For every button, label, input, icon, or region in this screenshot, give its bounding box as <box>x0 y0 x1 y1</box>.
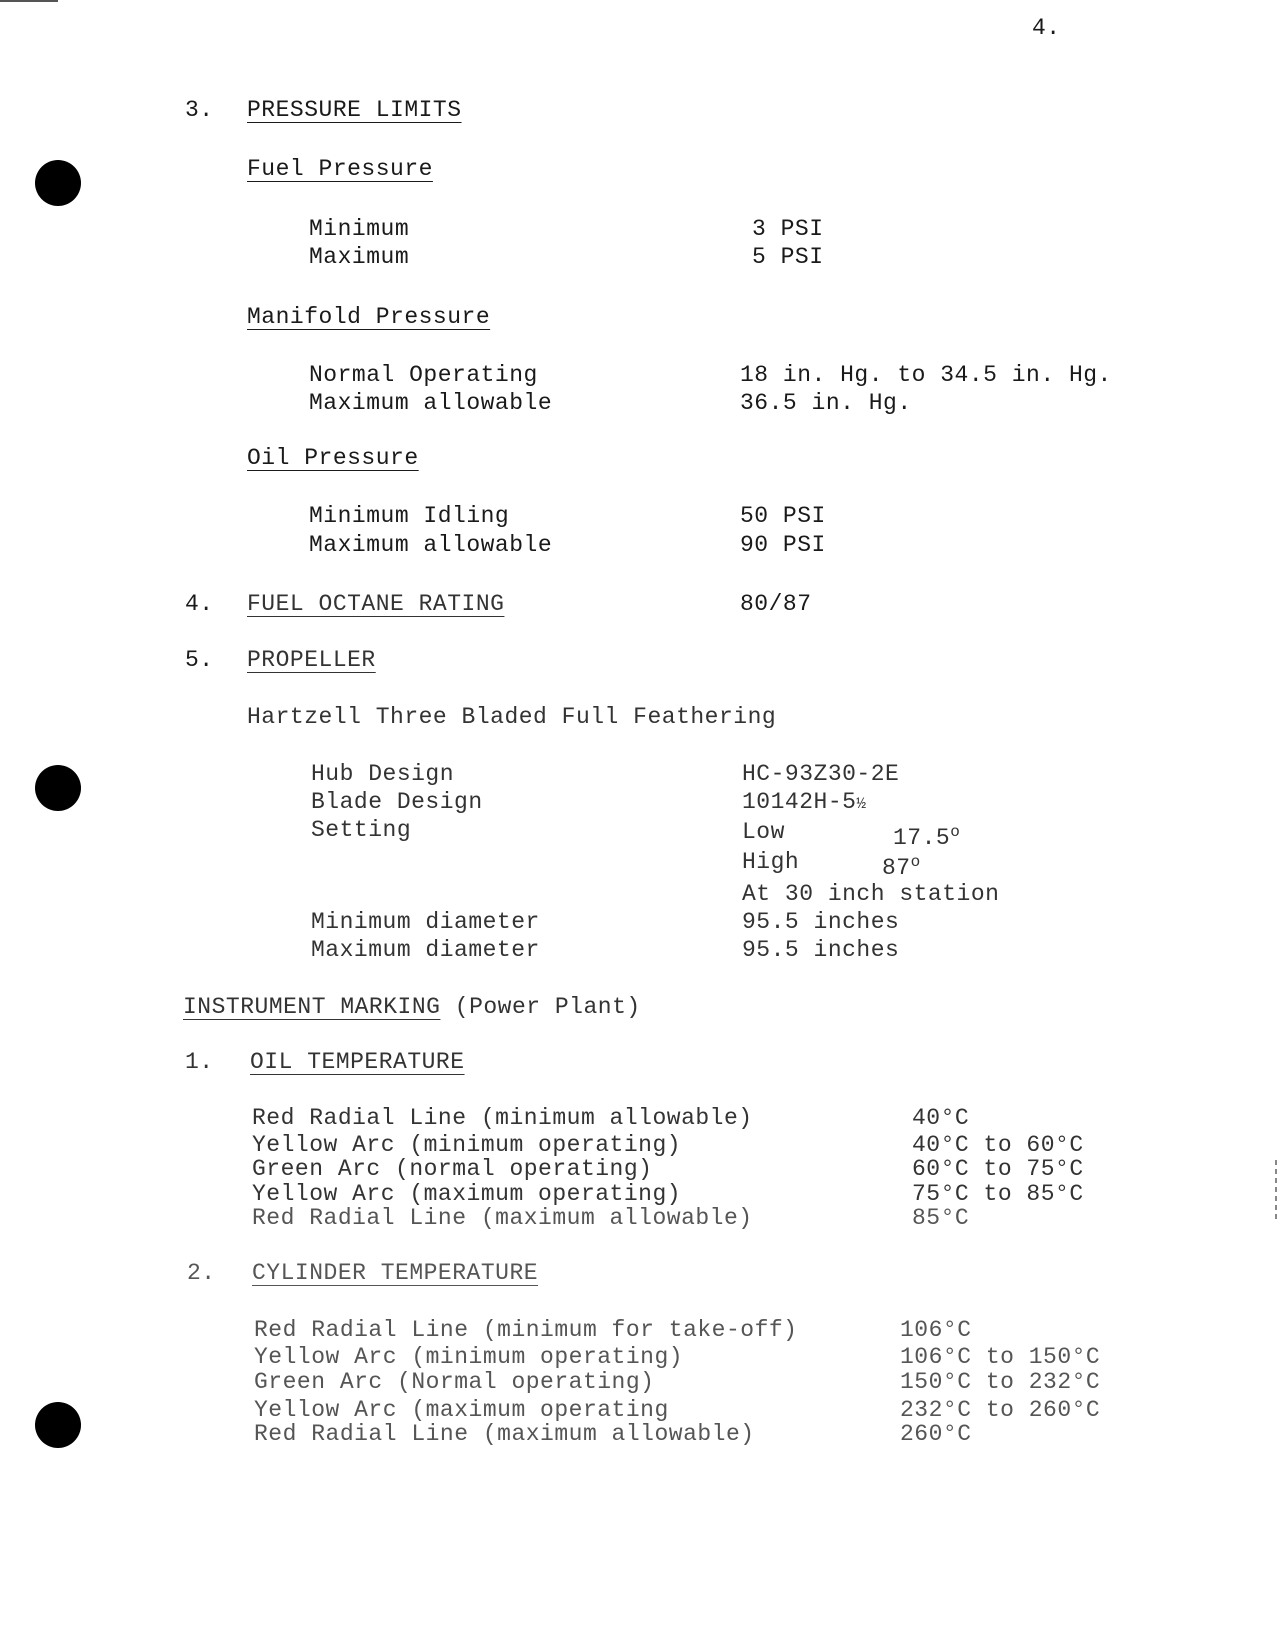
row-value: 5 PSI <box>752 244 824 270</box>
row-value: 18 in. Hg. to 34.5 in. Hg. <box>740 362 1112 388</box>
fuel-octane-value: 80/87 <box>740 591 812 617</box>
row-label: Setting <box>311 817 412 843</box>
row-label: Normal Operating <box>309 362 538 388</box>
row-label: Red Radial Line (maximum allowable) <box>252 1205 753 1231</box>
row-value: 106°C to 150°C <box>900 1344 1101 1370</box>
setting-high-value: 87$^o$ <box>882 853 921 881</box>
subsection-title-manifold-pressure: Manifold Pressure <box>247 304 491 330</box>
binder-hole-icon <box>35 765 81 811</box>
row-label: Red Radial Line (minimum for take-off) <box>254 1317 798 1343</box>
row-label: Yellow Arc (maximum operating <box>254 1397 669 1423</box>
section-number: 1. <box>185 1049 214 1075</box>
row-label: Red Radial Line (minimum allowable) <box>252 1105 753 1131</box>
binder-hole-icon <box>35 160 81 206</box>
row-label: Yellow Arc (minimum operating) <box>252 1132 682 1158</box>
subsection-title-oil-temperature: OIL TEMPERATURE <box>250 1049 465 1075</box>
row-value: 36.5 in. Hg. <box>740 390 912 416</box>
row-label: Maximum allowable <box>309 390 553 416</box>
setting-low-value: 17.5$^o$ <box>893 823 961 851</box>
section-number: 4. <box>185 591 214 617</box>
row-value: 40°C <box>912 1105 970 1131</box>
row-label: Maximum diameter <box>311 937 540 963</box>
section-title-instrument-marking: INSTRUMENT MARKING (Power Plant) <box>183 994 641 1020</box>
section-title-propeller: PROPELLER <box>247 647 376 673</box>
section-title-fuel-octane: FUEL OCTANE RATING <box>247 591 505 617</box>
row-value: 85°C <box>912 1205 970 1231</box>
subsection-title-fuel-pressure: Fuel Pressure <box>247 156 433 182</box>
setting-station: At 30 inch station <box>742 881 1000 907</box>
row-value: 50 PSI <box>740 503 826 529</box>
row-value: 106°C <box>900 1317 972 1343</box>
row-label: Yellow Arc (minimum operating) <box>254 1344 684 1370</box>
setting-high-label: High <box>742 849 800 875</box>
section-title-pressure-limits: PRESSURE LIMITS <box>247 97 462 123</box>
binder-hole-icon <box>35 1402 81 1448</box>
hub-design-value: HC-93Z30-2E <box>742 761 900 787</box>
row-label: Hub Design <box>311 761 455 787</box>
row-value: 40°C to 60°C <box>912 1132 1084 1158</box>
row-value: 232°C to 260°C <box>900 1397 1101 1423</box>
setting-low-label: Low <box>742 819 785 845</box>
subsection-title-cylinder-temperature: CYLINDER TEMPERATURE <box>252 1260 539 1286</box>
row-label: Blade Design <box>311 789 483 815</box>
row-value: 3 PSI <box>752 216 824 242</box>
row-value: 150°C to 232°C <box>900 1369 1101 1395</box>
row-label: Green Arc (Normal operating) <box>254 1369 655 1395</box>
row-label: Yellow Arc (maximum operating) <box>252 1181 682 1207</box>
row-value: 90 PSI <box>740 532 826 558</box>
row-label: Minimum <box>309 216 410 242</box>
subsection-title-oil-pressure: Oil Pressure <box>247 445 419 471</box>
row-value: 260°C <box>900 1421 972 1447</box>
row-label: Minimum diameter <box>311 909 540 935</box>
propeller-description: Hartzell Three Bladed Full Feathering <box>247 704 777 730</box>
min-diameter-value: 95.5 inches <box>742 909 900 935</box>
row-value: 60°C to 75°C <box>912 1156 1084 1182</box>
row-label: Green Arc (normal operating) <box>252 1156 653 1182</box>
row-label: Red Radial Line (maximum allowable) <box>254 1421 755 1447</box>
row-label: Minimum Idling <box>309 503 510 529</box>
row-label: Maximum <box>309 244 410 270</box>
section-number: 5. <box>185 647 214 673</box>
page-number: 4. <box>1032 15 1061 41</box>
row-value: 75°C to 85°C <box>912 1181 1084 1207</box>
blade-design-value: 10142H-5½ <box>742 789 867 815</box>
max-diameter-value: 95.5 inches <box>742 937 900 963</box>
section-number: 3. <box>185 97 214 123</box>
scan-edge-mark <box>0 0 58 2</box>
section-number: 2. <box>187 1260 216 1286</box>
row-label: Maximum allowable <box>309 532 553 558</box>
